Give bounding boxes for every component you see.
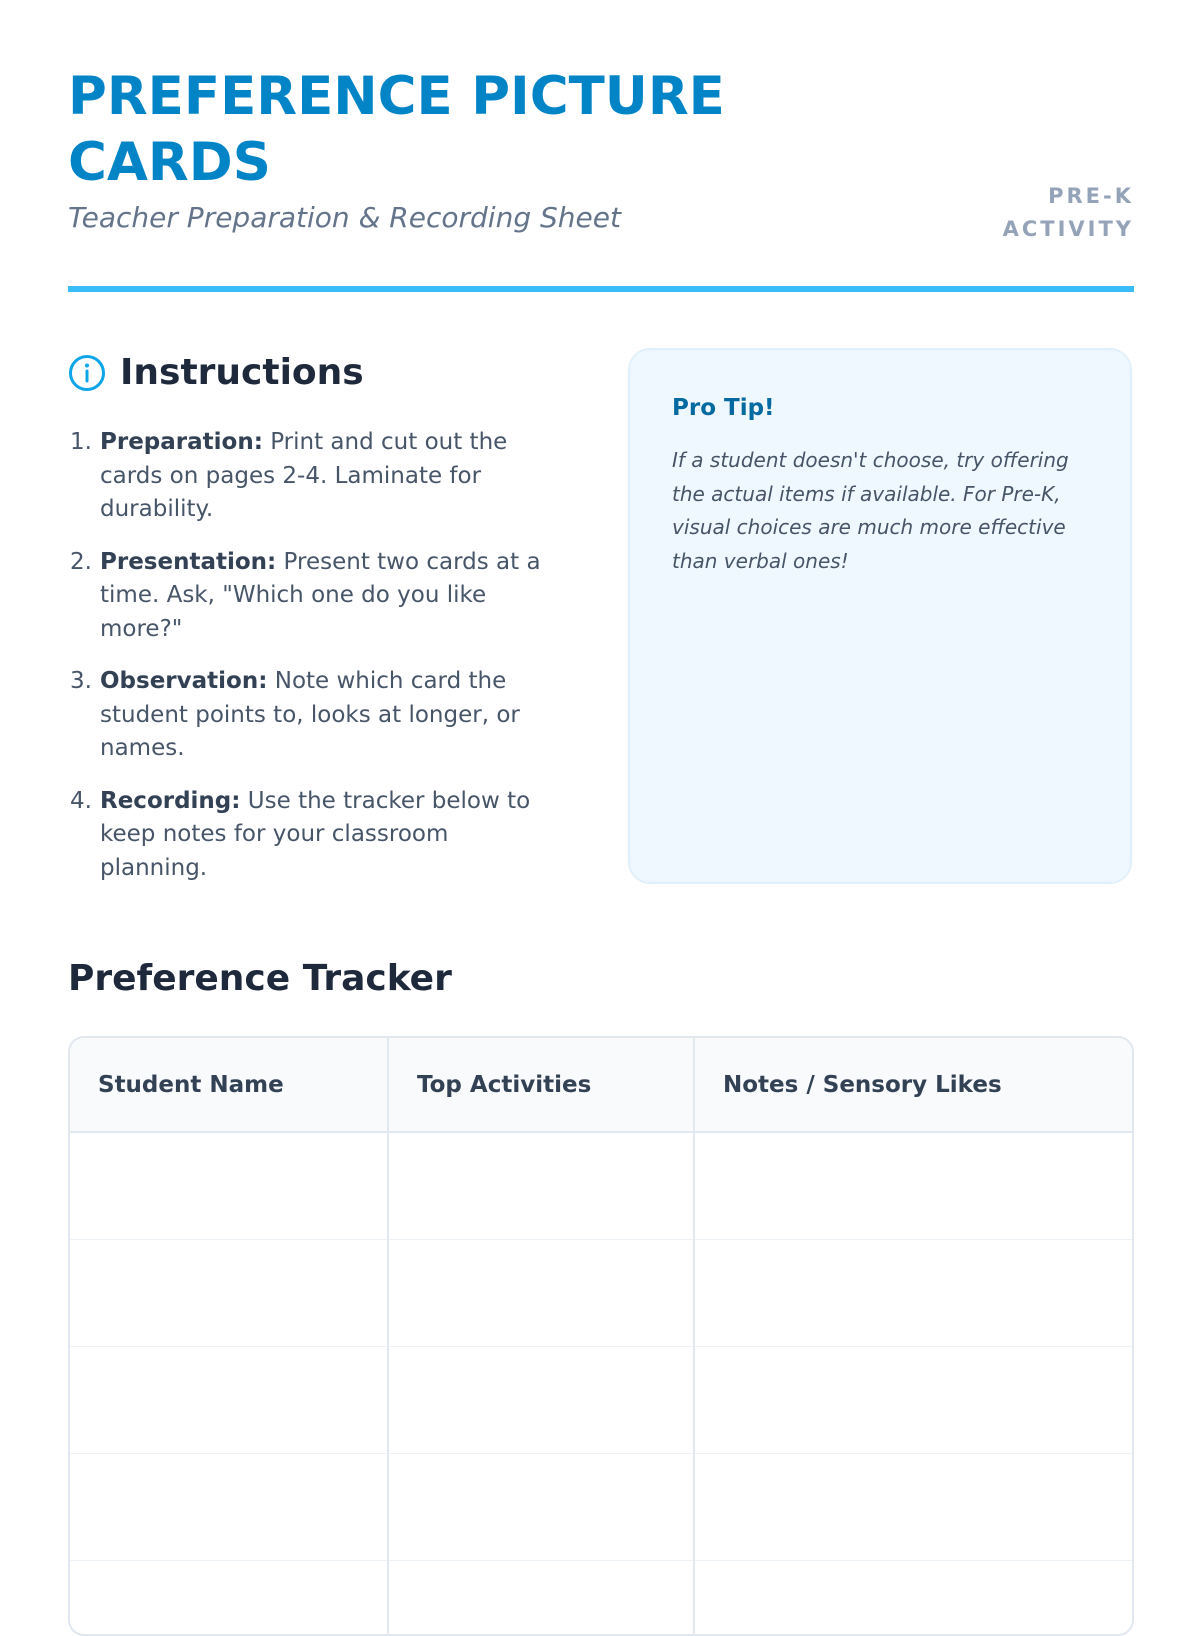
table-cell[interactable] <box>388 1346 694 1453</box>
column-header-notes: Notes / Sensory Likes <box>694 1038 1132 1132</box>
step-text: Present two cards at a time. Ask, "Which one do you like more?" <box>100 548 541 642</box>
pro-tip-body: If a student doesn't choose, try offering the actual items if available. For Pre-K, visual choices are much more effective than verbal ones! <box>672 448 1069 573</box>
grade-badge <box>974 180 1134 246</box>
table-header-row <box>70 1038 1132 1132</box>
grade-badge-line2: ACTIVITY <box>1002 217 1134 241</box>
table-row <box>70 1453 1132 1560</box>
grade-badge-line1: PRE-K <box>1048 184 1134 208</box>
table-cell[interactable] <box>70 1346 388 1453</box>
table-cell[interactable] <box>694 1453 1132 1560</box>
step-number: 3. <box>70 668 92 694</box>
column-header-top-activities: Top Activities <box>388 1038 694 1132</box>
column-header-student-name: Student Name <box>70 1038 388 1132</box>
tracker-table-container <box>68 1036 1134 1636</box>
step-number: 1. <box>70 429 92 455</box>
step-text: Print and cut out the cards on pages 2-4. Laminate for durability. <box>100 429 508 522</box>
instruction-step <box>68 785 558 886</box>
step-label: Presentation: <box>100 548 277 575</box>
info-icon <box>68 354 106 392</box>
tracker-table <box>70 1038 1132 1636</box>
table-row <box>70 1346 1132 1453</box>
table-cell[interactable] <box>694 1560 1132 1636</box>
worksheet-page <box>68 0 1134 1600</box>
instruction-step <box>68 665 558 766</box>
table-cell[interactable] <box>388 1132 694 1239</box>
tracker-title: Preference Tracker <box>68 958 452 999</box>
table-cell[interactable] <box>694 1239 1132 1346</box>
page-subtitle: Teacher Preparation & Recording Sheet <box>68 201 621 234</box>
page-header <box>68 64 1134 296</box>
table-row <box>70 1560 1132 1636</box>
step-label: Observation: <box>100 668 268 694</box>
instructions-section <box>68 348 558 904</box>
table-cell[interactable] <box>388 1453 694 1560</box>
step-number: 2. <box>70 548 92 575</box>
table-cell[interactable] <box>388 1560 694 1636</box>
instruction-step <box>68 546 558 647</box>
step-text: Note which card the student points to, looks at longer, or names. <box>100 668 520 761</box>
table-row <box>70 1132 1132 1239</box>
instructions-heading-row <box>68 348 558 398</box>
table-cell[interactable] <box>70 1239 388 1346</box>
table-row <box>70 1239 1132 1346</box>
step-label: Preparation: <box>100 429 263 455</box>
table-cell[interactable] <box>70 1132 388 1239</box>
instructions-list <box>68 426 558 885</box>
table-cell[interactable] <box>694 1346 1132 1453</box>
table-cell[interactable] <box>388 1239 694 1346</box>
page-title: PREFERENCE PICTURE CARDS <box>68 66 725 193</box>
step-number: 4. <box>70 787 92 814</box>
table-cell[interactable] <box>694 1132 1132 1239</box>
instructions-heading: Instructions <box>120 352 364 393</box>
pro-tip-title: Pro Tip! <box>672 395 775 421</box>
table-cell[interactable] <box>70 1453 388 1560</box>
header-divider <box>68 286 1134 292</box>
step-text: Use the tracker below to keep notes for your classroom planning. <box>100 787 531 881</box>
pro-tip-box <box>628 348 1132 884</box>
step-label: Recording: <box>100 787 241 814</box>
instruction-step <box>68 426 558 527</box>
table-cell[interactable] <box>70 1560 388 1636</box>
